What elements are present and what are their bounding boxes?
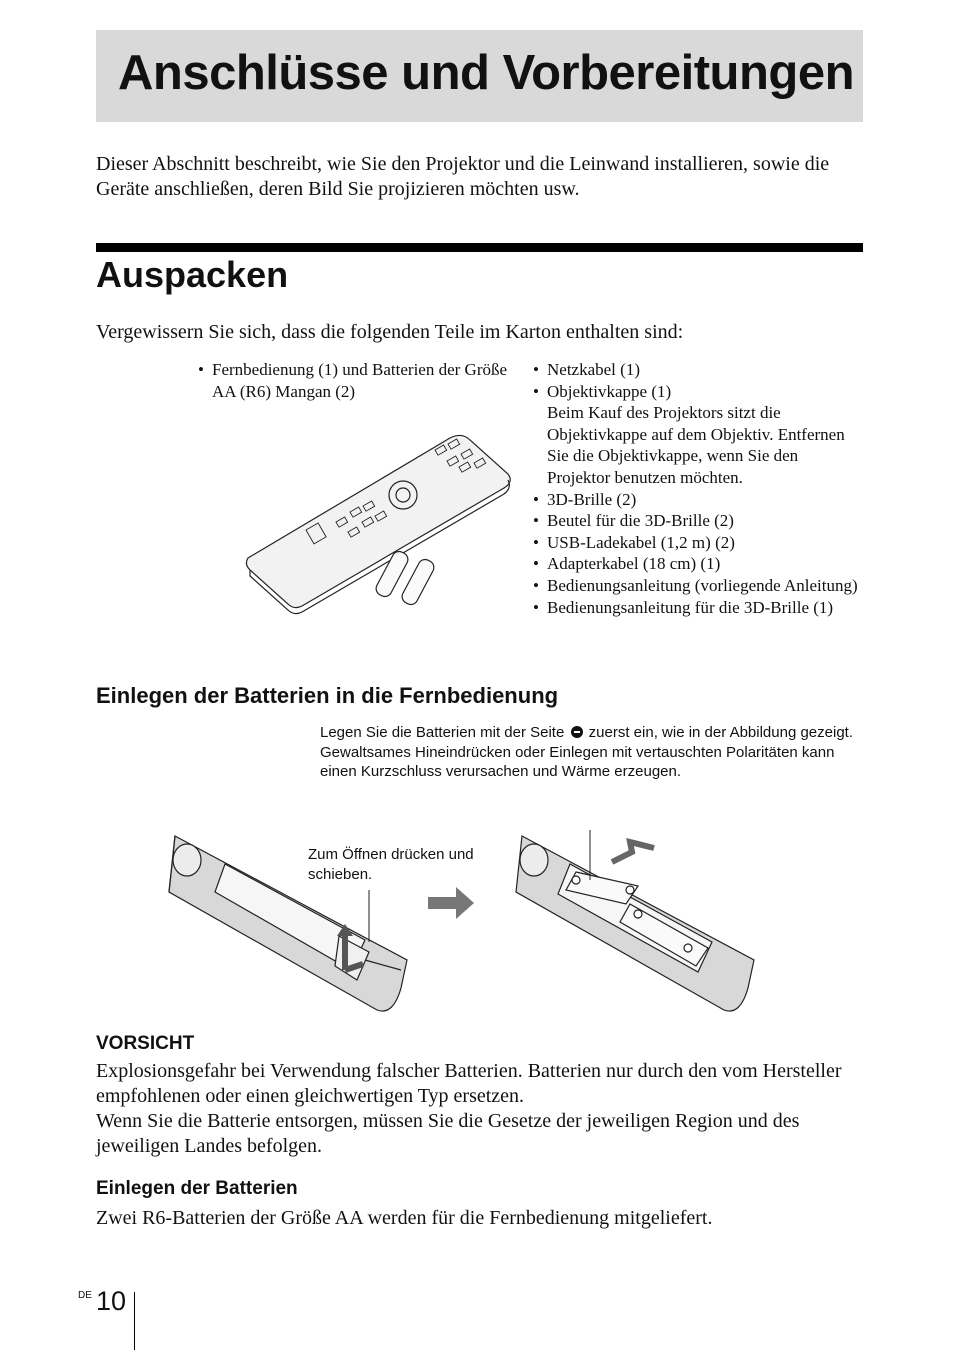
list-item-detail: Beim Kauf des Projektors sitzt die Objektivkappe auf dem Objektiv. Entfernen Sie die Objektivkappe, wenn Sie den Projektor benutzen möchten. [547, 403, 845, 487]
caution-heading: VORSICHT [96, 1033, 195, 1054]
battery-note-polarity: Legen Sie die Batterien mit der Seite zuerst ein, wie in der Abbildung gezeigt. [320, 724, 854, 741]
section-lead: Vergewissern Sie sich, dass die folgenden Teile im Karton enthalten sind: [96, 321, 684, 343]
list-item-label: Objektivkappe (1) [547, 381, 672, 401]
page-number-rule [134, 1292, 135, 1350]
list-item: • 3D-Brille (2) [533, 489, 863, 511]
caution-paragraph: Wenn Sie die Batterie entsorgen, müssen Sie die Gesetze der jeweiligen Region und des jeweiligen Landes befolgen. [96, 1110, 800, 1157]
section-rule [96, 243, 863, 252]
caution-text [96, 1059, 868, 1159]
contents-list-right [533, 359, 863, 618]
intro-paragraph: Dieser Abschnitt beschreibt, wie Sie den Projektor und die Leinwand installieren, sowie die Geräte anschließen, deren Bild Sie projizieren möchten usw. [96, 153, 830, 200]
list-item: • Bedienungsanleitung (vorliegende Anleitung) [533, 575, 863, 597]
minus-polarity-icon [571, 726, 583, 738]
page-number: 10 [96, 1286, 127, 1316]
battery-note [320, 723, 865, 782]
language-marker: DE [78, 1290, 92, 1301]
section-title: Auspacken [96, 254, 289, 295]
remote-battery-compartment-illustration [512, 830, 762, 1020]
list-item: • Beutel für die 3D-Brille (2) [533, 510, 863, 532]
list-item: • Fernbedienung (1) und Batterien der Größe AA (R6) Mangan (2) [198, 359, 518, 402]
list-item: • USB-Ladekabel (1,2 m) (2) [533, 532, 863, 554]
list-item: • Adapterkabel (18 cm) (1) [533, 553, 863, 575]
contents-list-left [198, 359, 518, 402]
right-arrow-icon [428, 885, 478, 921]
chapter-title: Anschlüsse und Vorbereitungen [118, 46, 855, 100]
list-item: • Netzkabel (1) [533, 359, 863, 381]
aa-batteries-illustration [370, 548, 450, 618]
list-item [533, 381, 863, 489]
battery-note-warning: Gewaltsames Hineindrücken oder Einlegen mit vertauschten Polaritäten kann einen Kurzschluss verursachen und Wärme erzeugen. [320, 743, 835, 780]
list-item: • Bedienungsanleitung für die 3D-Brille (1) [533, 597, 863, 619]
caution-paragraph: Explosionsgefahr bei Verwendung falscher Batterien. Batterien nur durch den vom Hersteller empfohlenen oder einen gleichwertigen Typ ersetzen. [96, 1060, 842, 1107]
insert-text: Zwei R6-Batterien der Größe AA werden für die Fernbedienung mitgeliefert. [96, 1207, 713, 1229]
open-callout: Zum Öffnen drücken und schieben. [308, 846, 474, 883]
insert-heading: Einlegen der Batterien [96, 1178, 298, 1199]
subsection-title: Einlegen der Batterien in die Fernbedienung [96, 683, 559, 708]
